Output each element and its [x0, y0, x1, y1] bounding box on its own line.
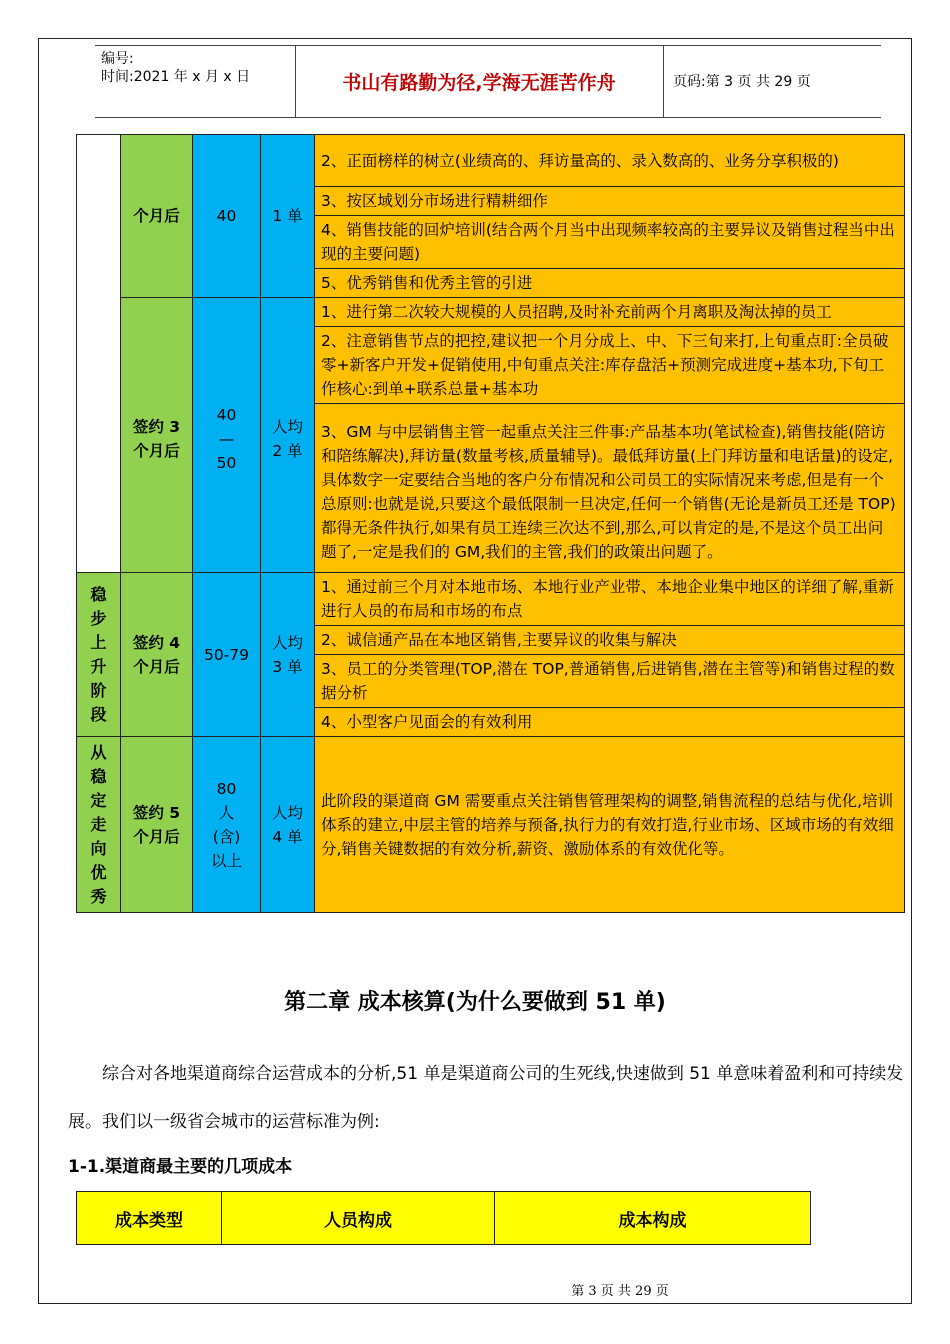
task-cell: 4、销售技能的回炉培训(结合两个月当中出现频率较高的主要异议及销售过程当中出现的主要问题)	[315, 216, 905, 269]
task-cell: 2、注意销售节点的把控,建议把一个月分成上、中、下三旬来打,上旬重点盯:全员破零+新客户开发+促销使用,中旬重点关注:库存盘活+预测完成进度+基本功,下旬工作核心:到单+联系总量+基本功	[315, 327, 905, 404]
per-person-text: 人均 2 单	[271, 417, 303, 460]
count-cell	[193, 298, 261, 580]
task-cell: 1、通过前三个月对本地市场、本地行业产业带、本地企业集中地区的详细了解,重新进行人员的布局和市场的布点	[315, 573, 905, 626]
body-paragraph: 综合对各地渠道商综合运营成本的分析,51 单是渠道商公司的生死线,快速做到 51 单意味着盈利和可持续发展。我们以一级省会城市的运营标准为例:	[68, 1064, 904, 1132]
table-row	[77, 298, 905, 327]
time-text: 签约 4 个月后	[132, 633, 181, 676]
task-cell: 4、小型客户见面会的有效利用	[315, 708, 905, 737]
header-divider-right	[663, 45, 664, 117]
table-row	[77, 135, 905, 187]
column-header: 成本类型	[77, 1192, 222, 1245]
per-person-cell	[261, 573, 315, 737]
time-cell	[121, 573, 193, 737]
sales-stage-table-lower	[76, 572, 905, 913]
time-cell	[121, 298, 193, 580]
count-cell: 40	[193, 135, 261, 298]
task-cell: 5、优秀销售和优秀主管的引进	[315, 269, 905, 298]
column-header: 成本构成	[495, 1192, 811, 1245]
header-bottom-rule	[95, 117, 881, 118]
per-person-text: 人均 3 单	[271, 633, 303, 676]
table-row	[77, 737, 905, 913]
header-meta	[101, 50, 250, 86]
stage-cell	[77, 737, 121, 913]
task-cell: 此阶段的渠道商 GM 需要重点关注销售管理架构的调整,销售流程的总结与优化,培训体系的建立,中层主管的培养与预备,执行力的有效打造,行业市场、区域市场的有效细分,销售关键数据的有效分析,薪资、激励体系的有效优化等。	[315, 737, 905, 913]
per-person-cell: 1 单	[261, 135, 315, 298]
header-number-label: 编号:	[101, 51, 134, 67]
page-footer: 第 3 页 共 29 页	[571, 1284, 669, 1299]
count-cell: 50-79	[193, 573, 261, 737]
stage-cell	[77, 573, 121, 737]
count-text: 80 人(含)以上	[210, 779, 242, 870]
task-cell: 3、员工的分类管理(TOP,潜在 TOP,普通销售,后进销售,潜在主管等)和销售过程的数据分析	[315, 655, 905, 708]
chapter-title: 第二章 成本核算(为什么要做到 51 单)	[284, 990, 666, 1015]
count-text: 40—50	[216, 405, 237, 472]
header-time-label: 时间:2021 年 x 月 x 日	[101, 69, 251, 85]
page-header	[95, 45, 881, 117]
count-cell	[193, 737, 261, 913]
time-text: 签约 3 个月后	[132, 417, 181, 460]
task-cell: 1、进行第二次较大规模的人员招聘,及时补充前两个月离职及淘汰掉的员工	[315, 298, 905, 327]
per-person-cell	[261, 298, 315, 580]
table-header-row	[77, 1192, 811, 1245]
stage-text: 从稳定走向优秀	[90, 742, 107, 906]
sales-stage-table	[76, 134, 905, 580]
time-cell: 个月后	[121, 135, 193, 298]
header-page-info: 页码:第 3 页 共 29 页	[673, 74, 811, 90]
task-cell: 3、按区域划分市场进行精耕细作	[315, 187, 905, 216]
task-cell: 3、GM 与中层销售主管一起重点关注三件事:产品基本功(笔试检查),销售技能(陪访和陪练解决),拜访量(数量考核,质量辅导)。最低拜访量(上门拜访量和电话量)的设定,具体数字一定要结合当地的客户分布情况和公司员工的实际情况来考虑,但是有一个总原则:也就是说,只要这个最低限制一旦决定,任何一个销售(无论是新员工还是 TOP)都得无条件执行,如果有员工连续三次达不到,那么,可以肯定的是,不是这个员工出问题了,一定是我们的 GM,我们的主管,我们的政策出问题了。	[315, 404, 905, 580]
section-heading: 1-1.渠道商最主要的几项成本	[68, 1157, 293, 1177]
per-person-text: 人均 4 单	[271, 803, 303, 846]
time-text: 签约 5 个月后	[132, 803, 181, 846]
per-person-cell	[261, 737, 315, 913]
time-cell	[121, 737, 193, 913]
cost-table	[76, 1191, 811, 1245]
stage-text: 稳步上升阶段	[90, 584, 107, 724]
column-header: 人员构成	[222, 1192, 495, 1245]
table-row	[77, 573, 905, 626]
header-motto: 书山有路勤为径,学海无涯苦作舟	[342, 71, 616, 94]
stage-cell-empty	[77, 135, 121, 580]
task-cell: 2、诚信通产品在本地区销售,主要异议的收集与解决	[315, 626, 905, 655]
task-cell: 2、正面榜样的树立(业绩高的、拜访量高的、录入数高的、业务分享积极的)	[315, 135, 905, 187]
